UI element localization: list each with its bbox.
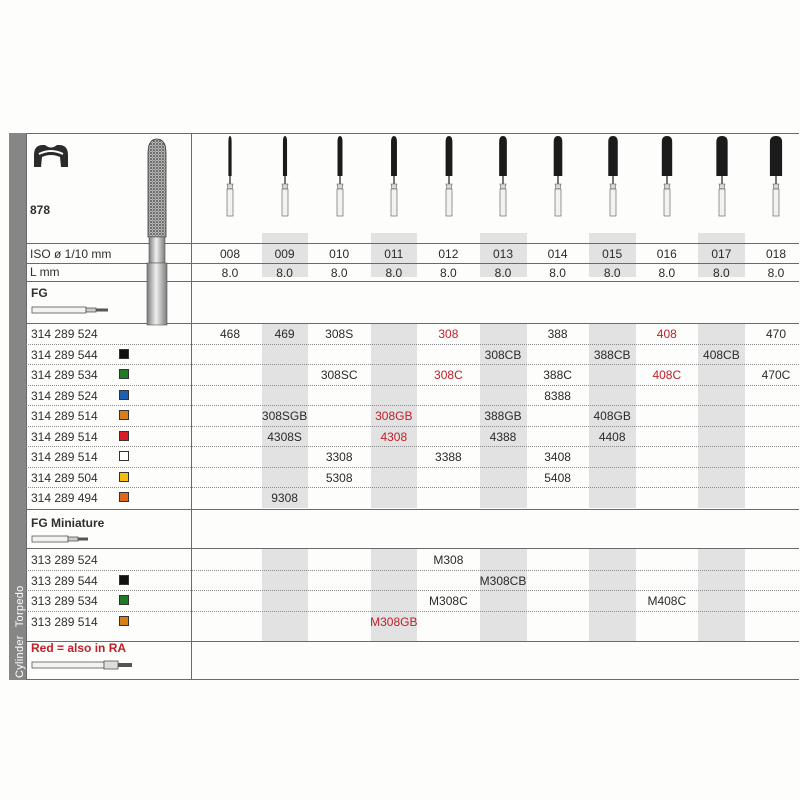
grit-color-swatch	[119, 472, 129, 482]
length-cell: 8.0	[276, 266, 293, 280]
order-code: 314 289 494	[31, 491, 98, 505]
rule-left	[26, 133, 27, 679]
length-cell: 8.0	[440, 266, 457, 280]
rule-section	[26, 281, 799, 282]
product-ref-cell: M308CB	[479, 573, 527, 588]
length-cell: 8.0	[603, 266, 621, 280]
rule-row	[26, 611, 799, 612]
product-ref-cell: 4308	[380, 429, 408, 444]
iso-size-cell: 012	[438, 247, 459, 261]
order-code: 314 289 534	[31, 368, 98, 382]
iso-size-cell: 016	[656, 247, 677, 261]
order-code: 313 289 534	[31, 594, 98, 608]
column-stripe-mini	[698, 549, 745, 641]
order-code: 313 289 524	[31, 553, 98, 567]
iso-size-cell: 014	[547, 247, 568, 261]
product-ref-cell: 468	[219, 327, 241, 341]
product-ref-cell: M308GB	[370, 614, 418, 629]
length-label: L mm	[30, 265, 60, 279]
product-ref-cell: 408C	[652, 368, 682, 382]
rule-row	[26, 405, 799, 406]
iso-size-cell: 008	[219, 247, 241, 261]
rule-row	[26, 467, 799, 468]
model-number: 878	[30, 203, 51, 217]
column-stripe-mini	[480, 549, 527, 641]
product-ref-cell: 308C	[434, 368, 463, 382]
bur-drawing	[488, 133, 518, 219]
product-ref-cell: 308S	[325, 327, 354, 341]
grit-color-swatch	[119, 390, 129, 400]
order-code: 313 289 544	[31, 573, 98, 588]
rule-section	[26, 641, 799, 642]
product-ref-cell: 5408	[544, 470, 571, 485]
grit-color-swatch	[119, 410, 129, 420]
bur-drawing	[707, 133, 737, 219]
order-code: 314 289 544	[31, 347, 98, 362]
iso-size-cell: 018	[765, 247, 787, 261]
product-table	[26, 133, 799, 680]
grit-color-swatch	[119, 431, 129, 441]
length-cell: 8.0	[549, 266, 566, 280]
length-cell: 8.0	[713, 266, 730, 280]
product-ref-cell: 388	[547, 327, 568, 341]
length-cell: 8.0	[385, 266, 403, 280]
length-cell: 8.0	[658, 266, 676, 280]
product-ref-cell: M408C	[647, 594, 687, 608]
bur-drawing	[270, 133, 300, 219]
rule-section	[26, 243, 799, 244]
iso-size-cell: 015	[602, 247, 623, 261]
order-code: 314 289 504	[31, 470, 98, 485]
rule-row	[26, 446, 799, 447]
product-ref-cell: 3388	[435, 450, 462, 464]
grit-color-swatch	[119, 492, 129, 502]
product-ref-cell: 3308	[325, 450, 353, 464]
rule-label-column	[191, 133, 192, 679]
rule-row	[26, 344, 799, 345]
iso-size-cell: 011	[384, 247, 404, 261]
length-cell: 8.0	[330, 266, 348, 280]
shape-category-label	[14, 577, 26, 678]
length-cell: 8.0	[767, 266, 785, 280]
iso-size-cell: 009	[274, 247, 295, 261]
ra-bur-icon	[31, 658, 141, 672]
product-ref-cell: 4408	[598, 429, 626, 444]
iso-size-cell: 013	[492, 247, 514, 261]
order-code: 314 289 514	[31, 409, 98, 423]
bur-drawing	[379, 133, 409, 219]
rule-top	[26, 133, 799, 134]
rule-section	[26, 263, 799, 264]
product-ref-cell: 3408	[544, 450, 571, 464]
column-stripe-mini	[589, 549, 636, 641]
rule-section	[26, 323, 799, 324]
rule-row	[26, 590, 799, 591]
length-cell: 8.0	[494, 266, 512, 280]
grit-color-swatch	[119, 349, 129, 359]
order-code: 313 289 514	[31, 614, 98, 629]
grit-color-swatch	[119, 616, 129, 626]
tip-label: Torpedo	[14, 585, 26, 628]
rule-row	[26, 570, 799, 571]
grit-color-swatch	[119, 451, 129, 461]
product-ref-cell: 5308	[325, 470, 353, 485]
product-ref-cell: 8388	[544, 388, 571, 403]
rule-row	[26, 487, 799, 488]
bur-drawing	[598, 133, 628, 219]
product-ref-cell: 308CB	[484, 347, 522, 362]
order-code: 314 289 524	[31, 327, 98, 341]
grit-color-swatch	[119, 595, 129, 605]
fg-bur-icon	[31, 304, 111, 316]
product-ref-cell: M308	[433, 553, 464, 567]
product-ref-cell: 308GB	[375, 409, 413, 423]
rule-row	[26, 426, 799, 427]
section-fg: FG	[31, 286, 48, 300]
rule-row	[26, 364, 799, 365]
iso-label: ISO ø 1/10 mm	[30, 247, 112, 261]
product-ref-cell: 388GB	[484, 409, 522, 423]
product-ref-cell: 4308S	[267, 429, 302, 444]
product-ref-cell: 469	[274, 327, 295, 341]
product-ref-cell: 470	[765, 327, 787, 341]
product-ref-cell: 388CB	[593, 347, 631, 362]
grit-color-swatch	[119, 369, 129, 379]
length-cell: 8.0	[221, 266, 239, 280]
product-ref-cell: 408GB	[593, 409, 631, 423]
rule-section	[26, 509, 799, 510]
iso-size-cell: 010	[329, 247, 350, 261]
shape-label: Cylinder	[14, 635, 26, 678]
bur-drawing	[434, 133, 464, 219]
product-ref-cell: 470C	[761, 368, 791, 382]
product-ref-cell: 308SGB	[261, 409, 308, 423]
product-ref-cell: 308	[438, 327, 459, 341]
large-bur-drawing	[144, 137, 170, 327]
order-code: 314 289 524	[31, 388, 98, 403]
legend-red-also-ra: Red = also in RA	[31, 641, 127, 655]
bur-drawing	[652, 133, 682, 219]
section-fg-miniature: FG Miniature	[31, 516, 105, 530]
bur-drawing	[543, 133, 573, 219]
product-ref-cell: 9308	[271, 491, 298, 505]
order-code: 314 289 514	[31, 450, 98, 464]
fg-miniature-bur-icon	[31, 533, 101, 545]
rule-row	[26, 385, 799, 386]
product-ref-cell: M308C	[429, 594, 468, 608]
tooth-icon	[31, 141, 71, 169]
order-code: 314 289 514	[31, 429, 98, 444]
product-ref-cell: 408	[656, 327, 677, 341]
product-ref-cell: 308SC	[320, 368, 358, 382]
bur-drawing	[761, 133, 791, 219]
grit-color-swatch	[119, 575, 129, 585]
bur-drawing	[325, 133, 355, 219]
bur-drawing	[215, 133, 245, 219]
product-ref-cell: 388C	[543, 368, 572, 382]
rule-bottom	[26, 679, 799, 680]
product-ref-cell: 4388	[489, 429, 517, 444]
product-ref-cell: 408CB	[703, 347, 740, 362]
iso-size-cell: 017	[711, 247, 732, 261]
column-stripe-mini	[262, 549, 309, 641]
rule-section	[26, 548, 799, 549]
